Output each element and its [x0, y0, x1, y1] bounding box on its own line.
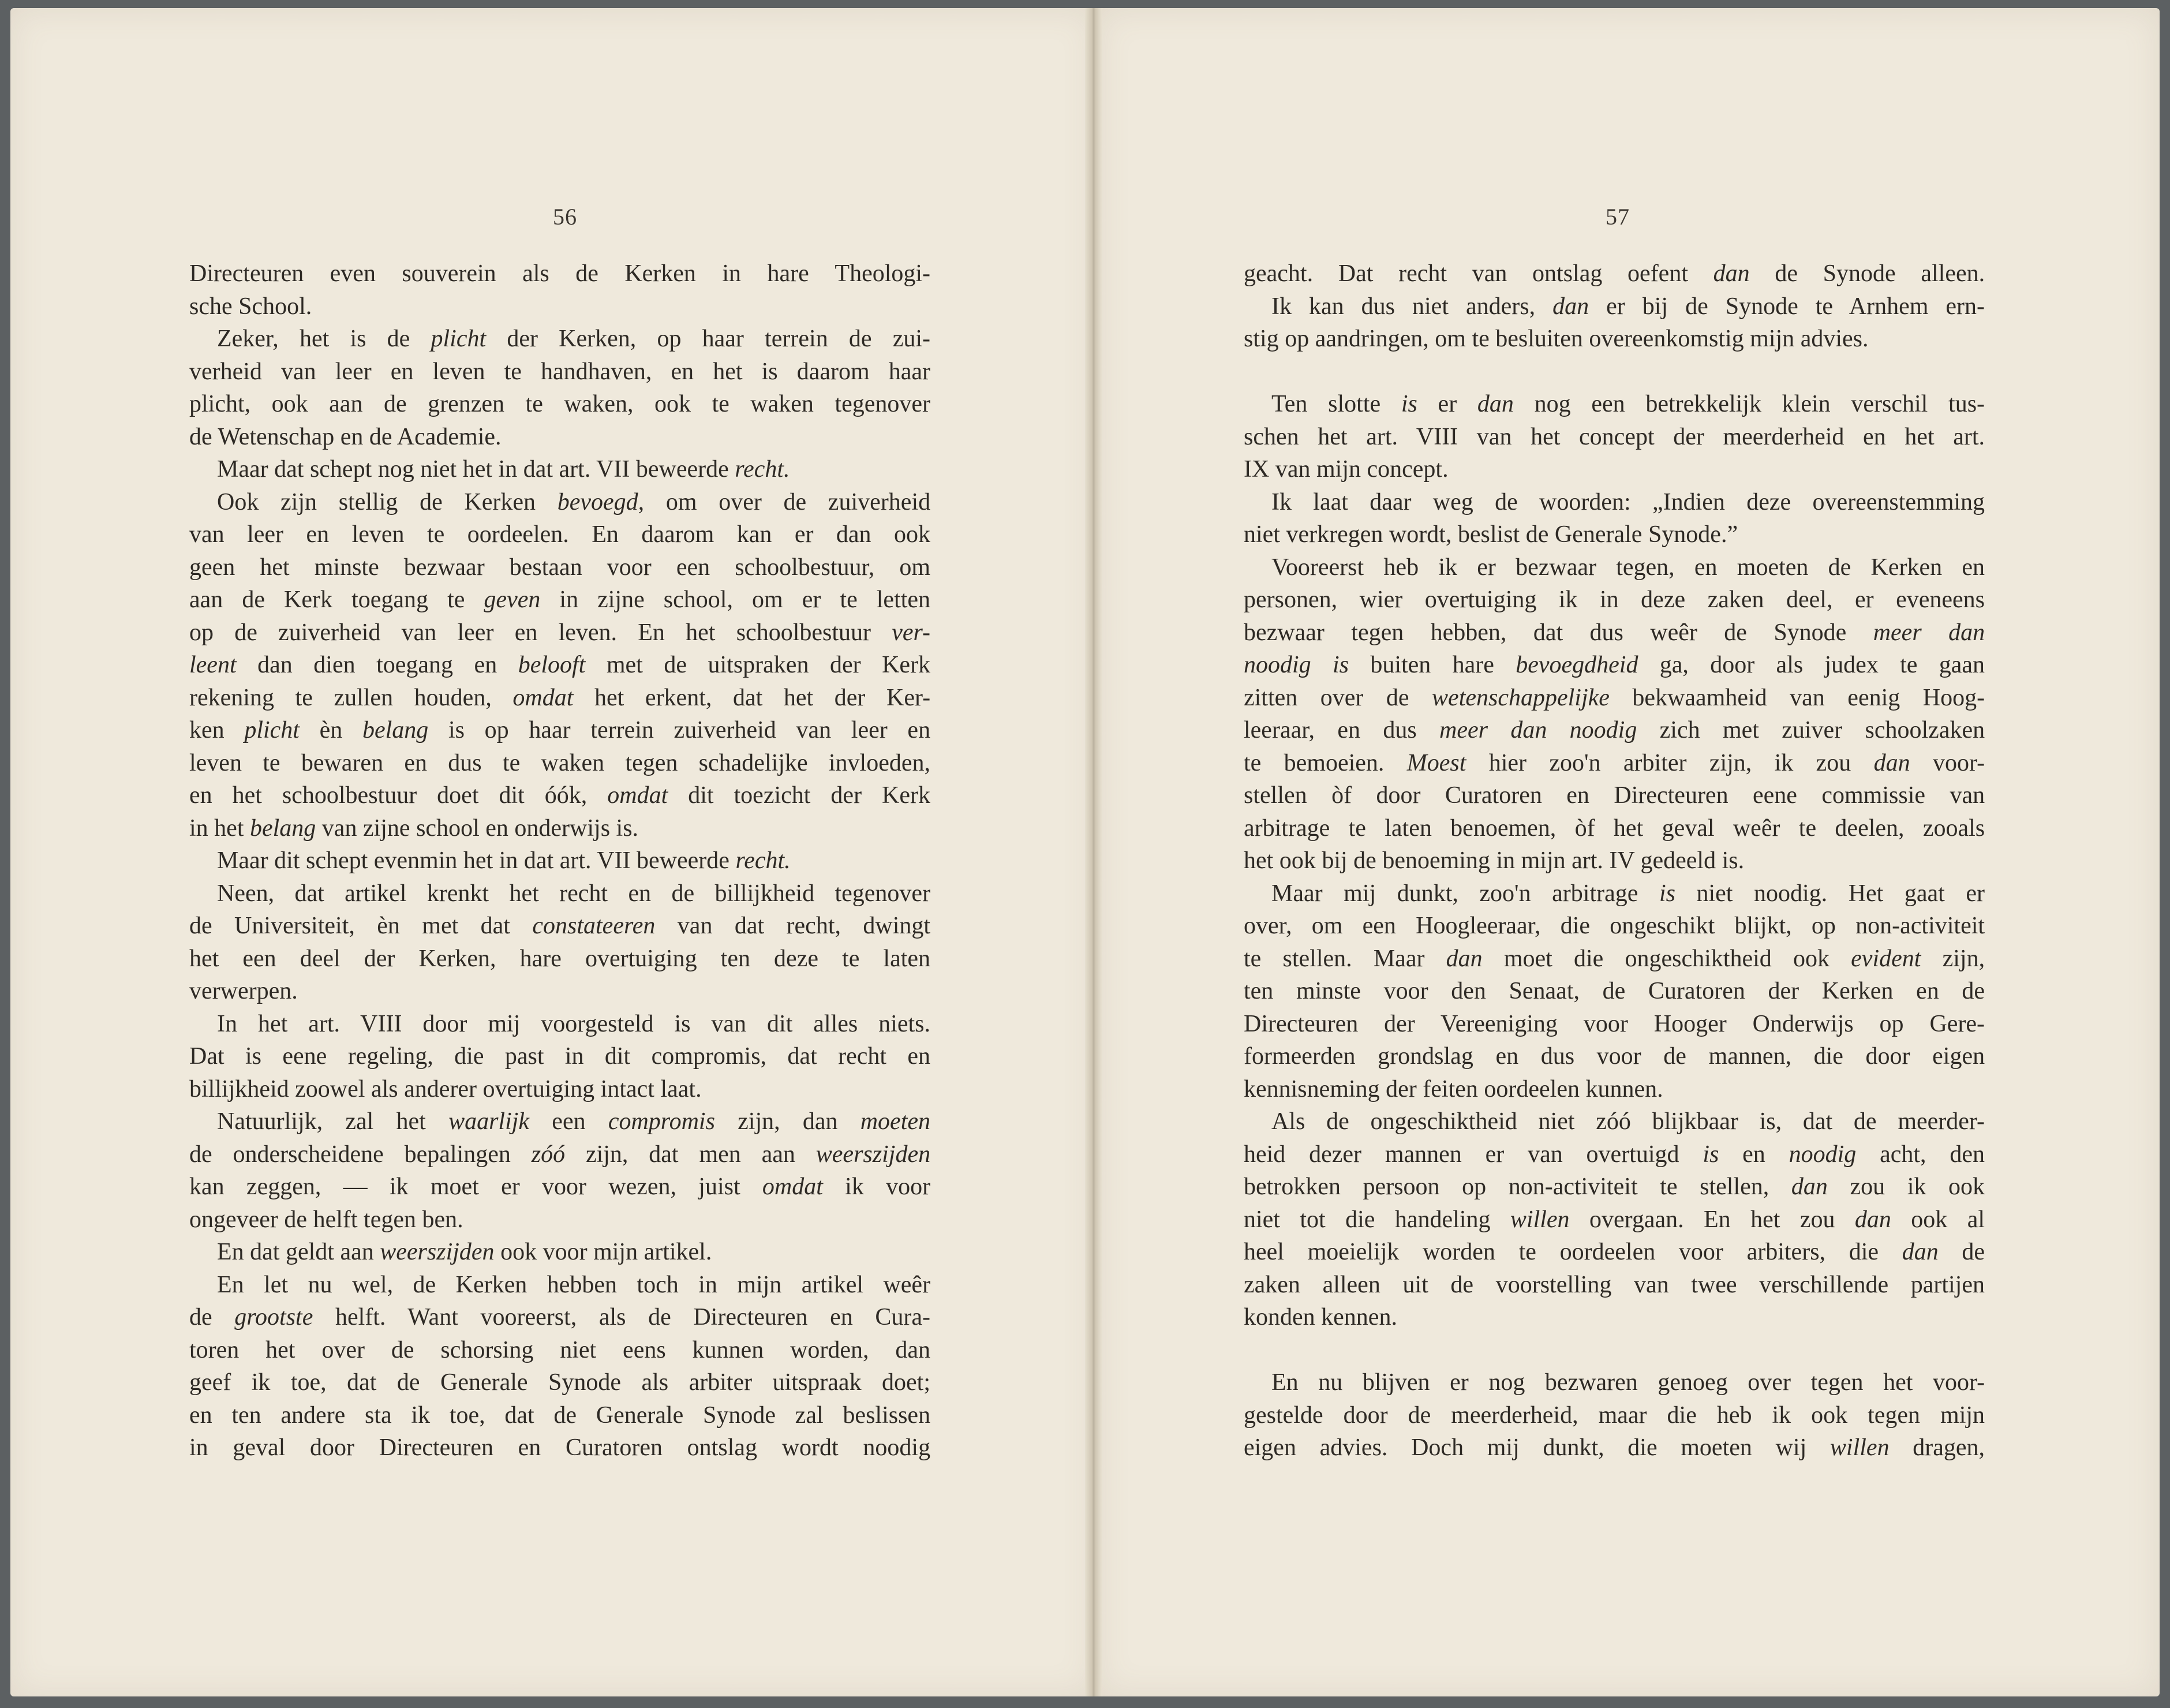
text-line: het een deel der Kerken, hare overtuiging ten deze te laten [189, 945, 931, 972]
text-line: En let nu wel, de Kerken hebben toch in mijn artikel weêr [217, 1271, 931, 1298]
text-line: Ook zijn stellig de Kerken bevoegd, om over de zuiverheid [217, 488, 931, 515]
text-line: Maar dit schept evenmin het in dat art. VII beweerde recht. [217, 847, 791, 874]
text-line: ken plicht èn belang is op haar terrein zuiverheid van leer en [189, 717, 931, 743]
text-line: de onderscheidene bepalingen zóó zijn, dat men aan weerszijden [189, 1141, 931, 1168]
text-line: Directeuren der Vereeniging voor Hooger Onderwijs op Gere- [1244, 1010, 1985, 1037]
text-line: ongeveer de helft tegen ben. [189, 1206, 463, 1233]
text-line: Zeker, het is de plicht der Kerken, op haar terrein de zui- [217, 326, 931, 352]
text-line: leven te bewaren en dus te waken tegen schadelijke invloeden, [189, 749, 930, 776]
text-line: geef ik toe, dat de Generale Synode als arbiter uitspraak doet; [189, 1369, 931, 1396]
text-line: over, om een Hoogleeraar, die ongeschikt blijkt, op non-activiteit [1244, 913, 1985, 939]
text-line: IX van mijn concept. [1244, 456, 1449, 483]
text-line: en ten andere sta ik toe, dat de Generale Synode zal beslissen [189, 1401, 931, 1429]
page-body-text [1244, 257, 1985, 1464]
text-line: Ik laat daar weg de woorden: „Indien deze overeenstemming [1271, 488, 1985, 515]
text-line: gestelde door de meerderheid, maar die heb ik ook tegen mijn [1244, 1401, 1985, 1429]
text-line: heid dezer mannen er van overtuigd is en noodig acht, den [1244, 1141, 1985, 1168]
text-line: te stellen. Maar dan moet die ongeschiktheid ook evident zijn, [1244, 945, 1985, 972]
text-line: arbitrage te laten benoemen, òf het geval weêr te deelen, zooals [1244, 814, 1985, 842]
text-line: En dat geldt aan weerszijden ook voor mijn artikel. [217, 1239, 712, 1265]
text-line: zaken alleen uit de voorstelling van twee verschillende partijen [1244, 1271, 1985, 1298]
text-line: in geval door Directeuren en Curatoren ontslag wordt noodig [189, 1434, 931, 1461]
text-line: het ook bij de benoeming in mijn art. IV gedeeld is. [1244, 847, 1745, 874]
text-line: bezwaar tegen hebben, dat dus weêr de Synode meer dan [1244, 619, 1985, 646]
text-line: heel moeielijk worden te oordeelen voor arbiters, die dan de [1244, 1239, 1985, 1265]
text-line: leent dan dien toegang en belooft met de uitspraken der Kerk [189, 652, 931, 678]
text-line: betrokken persoon op non-activiteit te stellen, dan zou ik ook [1244, 1173, 1985, 1200]
text-line: niet verkregen wordt, beslist de Generale Synode.” [1244, 521, 1738, 548]
page-number: 56 [553, 204, 577, 230]
text-line: In het art. VIII door mij voorgesteld is van dit alles niets. [217, 1010, 930, 1037]
text-line: ten minste voor den Senaat, de Curatoren der Kerken en de [1244, 978, 1985, 1004]
text-line: Ik kan dus niet anders, dan er bij de Synode te Arnhem ern- [1271, 293, 1985, 320]
text-line: toren het over de schorsing niet eens kunnen worden, dan [189, 1336, 931, 1363]
text-line: rekening te zullen houden, omdat het erkent, dat het der Ker- [189, 684, 931, 711]
text-line: de Universiteit, èn met dat constateeren van dat recht, dwingt [189, 913, 931, 939]
text-line: en het schoolbestuur doet dit óók, omdat dit toezicht der Kerk [189, 782, 930, 809]
text-line: konden kennen. [1244, 1304, 1397, 1330]
text-line: aan de Kerk toegang te geven in zijne school, om er te letten [189, 586, 931, 613]
text-line: in het belang van zijne school en onderwijs is. [189, 814, 639, 842]
text-line: noodig is buiten hare bevoegdheid ga, door als judex te gaan [1244, 652, 1985, 678]
text-line [1244, 1334, 1985, 1367]
right-page [1098, 8, 2160, 1696]
text-line: Maar dat schept nog niet het in dat art. VII beweerde recht. [217, 456, 790, 483]
text-line: plicht, ook aan de grenzen te waken, ook te waken tegenover [189, 391, 930, 417]
text-line [1244, 356, 1985, 388]
text-line: Als de ongeschiktheid niet zóó blijkbaar is, dat de meerder- [1271, 1108, 1985, 1135]
text-line: Neen, dat artikel krenkt het recht en de billijkheid tegenover [217, 880, 931, 907]
text-line: eigen advies. Doch mij dunkt, die moeten wij willen dragen, [1244, 1434, 1985, 1461]
text-line: stig op aandringen, om te besluiten overeenkomstig mijn advies. [1244, 326, 1869, 352]
text-line: Maar mij dunkt, zoo'n arbitrage is niet noodig. Het gaat er [1271, 880, 1985, 907]
text-line: van leer en leven te oordeelen. En daarom kan er dan ook [189, 521, 930, 548]
page-number: 57 [1606, 204, 1630, 230]
text-line: de Wetenschap en de Academie. [189, 423, 502, 450]
text-line: sche School. [189, 293, 312, 320]
text-line: geen het minste bezwaar bestaan voor een schoolbestuur, om [189, 554, 931, 581]
text-line: op de zuiverheid van leer en leven. En het schoolbestuur ver- [189, 619, 931, 646]
left-page [10, 8, 1095, 1696]
text-line: stellen òf door Curatoren en Directeuren eene commissie van [1244, 782, 1985, 809]
text-line: verheid van leer en leven te handhaven, en het is daarom haar [189, 358, 930, 385]
text-line: Vooreerst heb ik er bezwaar tegen, en moeten de Kerken en [1271, 554, 1985, 581]
text-line: Natuurlijk, zal het waarlijk een compromis zijn, dan moeten [217, 1108, 931, 1135]
text-line: geacht. Dat recht van ontslag oefent dan de Synode alleen. [1244, 260, 1985, 287]
text-line: de grootste helft. Want vooreerst, als de Directeuren en Cura- [189, 1304, 931, 1330]
text-line: Ten slotte is er dan nog een betrekkelijk klein verschil tus- [1271, 391, 1985, 417]
text-line: personen, wier overtuiging ik in deze zaken deel, er eveneens [1244, 586, 1985, 613]
text-line: Directeuren even souverein als de Kerken in hare Theologi- [189, 260, 931, 287]
text-line: leeraar, en dus meer dan noodig zich met zuiver schoolzaken [1244, 717, 1985, 743]
text-line: zitten over de wetenschappelijke bekwaamheid van eenig Hoog- [1244, 684, 1985, 711]
text-line: billijkheid zoowel als anderer overtuiging intact laat. [189, 1075, 702, 1102]
text-line: kennisneming der feiten oordeelen kunnen. [1244, 1075, 1663, 1102]
text-line: verwerpen. [189, 978, 298, 1004]
page-body-text [189, 257, 930, 1464]
book-gutter [1085, 8, 1102, 1696]
text-line: niet tot die handeling willen overgaan. En het zou dan ook al [1244, 1206, 1985, 1233]
text-line: En nu blijven er nog bezwaren genoeg over tegen het voor- [1271, 1369, 1985, 1396]
text-line: formeerden grondslag en dus voor de mannen, die door eigen [1244, 1043, 1985, 1070]
text-line: te bemoeien. Moest hier zoo'n arbiter zijn, ik zou dan voor- [1244, 749, 1985, 776]
text-line: schen het art. VIII van het concept der meerderheid en het art. [1244, 423, 1985, 450]
text-line: kan zeggen, — ik moet er voor wezen, juist omdat ik voor [189, 1173, 931, 1200]
text-line: Dat is eene regeling, die past in dit compromis, dat recht en [189, 1043, 931, 1070]
